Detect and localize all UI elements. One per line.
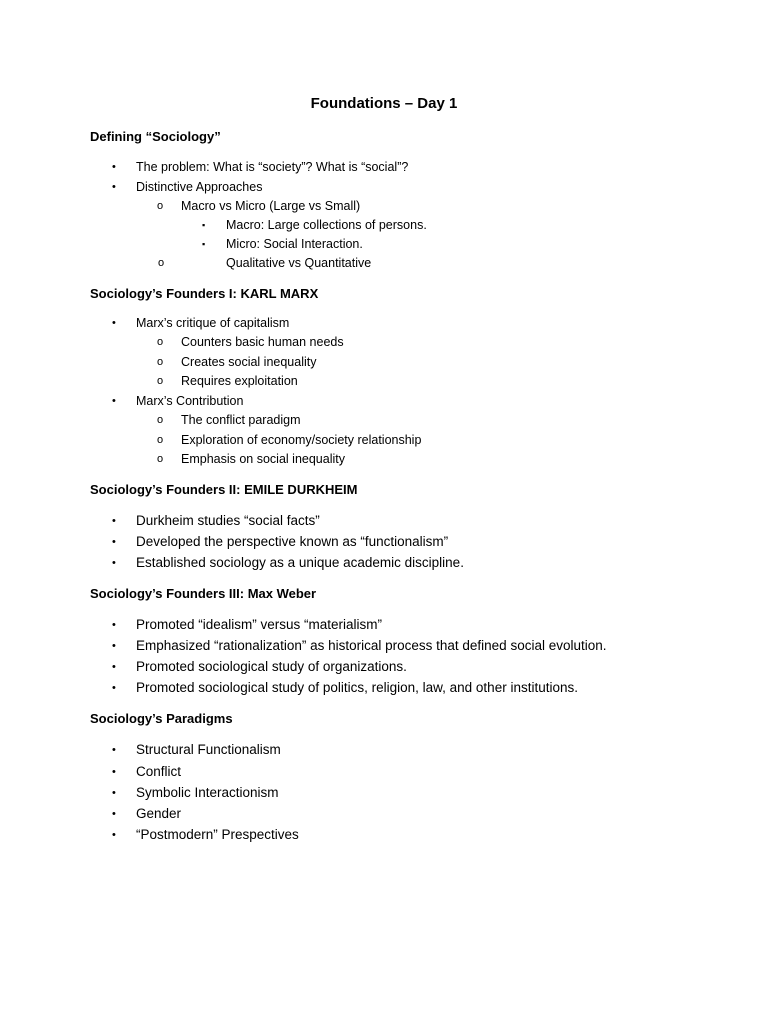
- section-heading-defining: Defining “Sociology”: [90, 129, 221, 144]
- bullet-marker: •: [112, 619, 116, 631]
- circle-marker: o: [158, 257, 165, 269]
- bullet-marker: •: [112, 317, 116, 329]
- section-heading-marx: Sociology’s Founders I: KARL MARX: [90, 286, 319, 301]
- list-item-text: Marx’s critique of capitalism: [136, 316, 290, 330]
- list-item: [157, 353, 317, 371]
- list-item-text: Distinctive Approaches: [136, 180, 263, 194]
- list-item-text: Gender: [136, 806, 182, 821]
- list-item: [112, 158, 409, 176]
- bullet-marker: •: [112, 536, 116, 548]
- bullet-marker: •: [112, 515, 116, 527]
- circle-marker: o: [157, 336, 164, 348]
- list-item: [112, 616, 383, 634]
- list-item: [112, 533, 449, 551]
- list-item-text: Counters basic human needs: [181, 335, 344, 349]
- list-item: [157, 450, 345, 468]
- list-item: [112, 637, 607, 655]
- list-item: [202, 235, 363, 253]
- bullet-marker: •: [112, 557, 116, 569]
- bullet-marker: •: [112, 181, 116, 193]
- circle-marker: o: [157, 200, 164, 212]
- list-item: [202, 216, 427, 234]
- bullet-marker: •: [112, 766, 116, 778]
- list-item-text: Promoted sociological study of politics, religion, law, and other institutions.: [136, 680, 578, 695]
- section-heading-durkheim: Sociology’s Founders II: EMILE DURKHEIM: [90, 482, 358, 497]
- bullet-marker: •: [112, 661, 116, 673]
- section-heading-weber: Sociology’s Founders III: Max Weber: [90, 586, 317, 601]
- square-marker: ▪: [202, 239, 206, 249]
- list-item-text: Requires exploitation: [181, 374, 298, 388]
- bullet-marker: •: [112, 787, 116, 799]
- circle-marker: o: [157, 375, 164, 387]
- document-title: Foundations – Day 1: [310, 95, 458, 112]
- circle-marker: o: [157, 453, 164, 465]
- list-item-text: Developed the perspective known as “functionalism”: [136, 534, 449, 549]
- list-item-text: The conflict paradigm: [181, 413, 301, 427]
- list-item-text: “Postmodern” Prespectives: [136, 827, 299, 842]
- list-item: [112, 178, 263, 196]
- list-item-text: Qualitative vs Quantitative: [226, 256, 372, 270]
- bullet-marker: •: [112, 682, 116, 694]
- list-item: [112, 741, 281, 759]
- list-item-text: Symbolic Interactionism: [136, 785, 279, 800]
- list-item-text: Emphasis on social inequality: [181, 452, 345, 466]
- circle-marker: o: [157, 356, 164, 368]
- list-item-text: Durkheim studies “social facts”: [136, 513, 320, 528]
- bullet-marker: •: [112, 829, 116, 841]
- list-item-text: The problem: What is “society”? What is “social”?: [136, 160, 409, 174]
- bullet-marker: •: [112, 744, 116, 756]
- list-item-text: Established sociology as a unique academic discipline.: [136, 555, 464, 570]
- list-item: [112, 512, 320, 530]
- list-item: [157, 411, 301, 429]
- list-item: [112, 314, 290, 332]
- list-item-text: Macro: Large collections of persons.: [226, 218, 427, 232]
- list-item: [112, 554, 464, 572]
- list-item-text: Promoted sociological study of organizations.: [136, 659, 407, 674]
- list-item: [112, 784, 279, 802]
- list-item-text: Emphasized “rationalization” as historical process that defined social evolution.: [136, 638, 607, 653]
- list-item-text: Promoted “idealism” versus “materialism”: [136, 617, 383, 632]
- list-item-text: Conflict: [136, 764, 182, 779]
- list-item: [112, 392, 244, 410]
- section-heading-paradigms: Sociology’s Paradigms: [90, 711, 233, 726]
- list-item-text: Macro vs Micro (Large vs Small): [181, 199, 361, 213]
- circle-marker: o: [157, 434, 164, 446]
- bullet-marker: •: [112, 161, 116, 173]
- bullet-marker: •: [112, 808, 116, 820]
- list-item: [112, 679, 578, 697]
- list-item: [157, 197, 361, 215]
- bullet-marker: •: [112, 395, 116, 407]
- list-item: [112, 658, 407, 676]
- list-item-text: Micro: Social Interaction.: [226, 237, 363, 251]
- circle-marker: o: [157, 414, 164, 426]
- bullet-marker: •: [112, 640, 116, 652]
- list-item: [157, 372, 298, 390]
- list-item: [112, 826, 299, 844]
- list-item: [157, 431, 422, 449]
- list-item-text: Structural Functionalism: [136, 742, 281, 757]
- list-item: [158, 254, 372, 272]
- list-item: [112, 763, 182, 781]
- list-item: [112, 805, 182, 823]
- square-marker: ▪: [202, 220, 206, 230]
- list-item-text: Creates social inequality: [181, 355, 317, 369]
- list-item-text: Exploration of economy/society relationship: [181, 433, 422, 447]
- list-item-text: Marx’s Contribution: [136, 394, 244, 408]
- list-item: [157, 333, 344, 351]
